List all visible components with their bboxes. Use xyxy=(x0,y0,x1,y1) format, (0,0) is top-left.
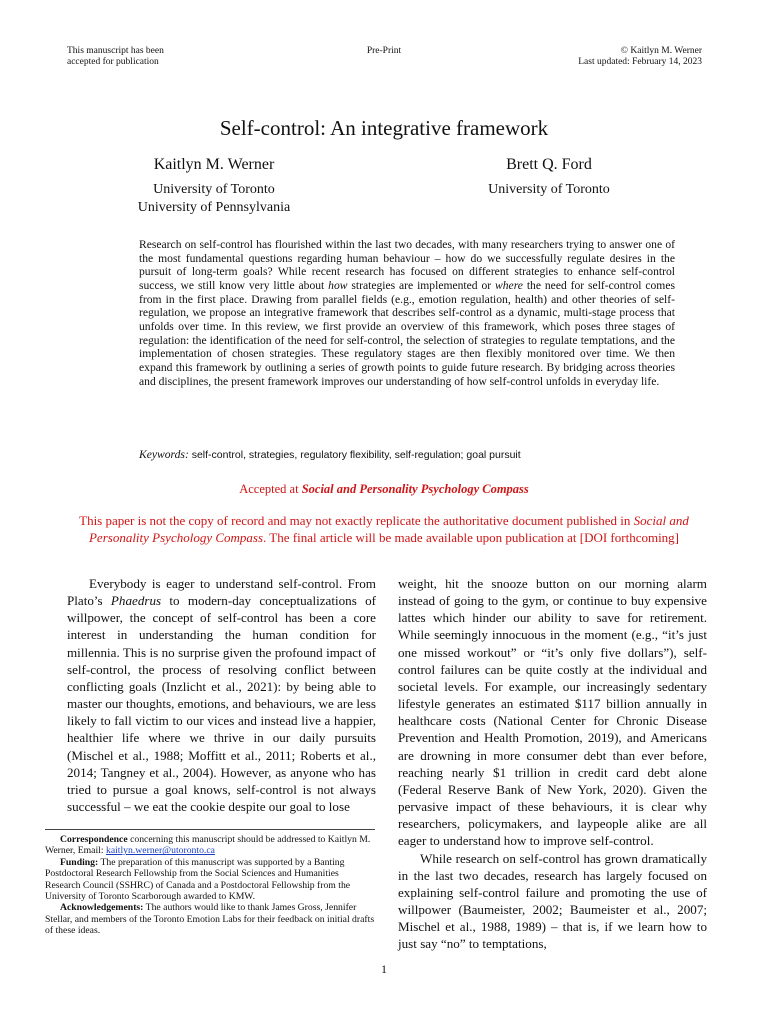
keywords xyxy=(139,448,521,461)
author-2-affiliation xyxy=(459,181,639,199)
body-paragraph: While research on self-control has grown dramatically in the last two decades, research has largely focused on explaining self-control failure and promoting the use of willpower (Baumeister, 2002; Baumeister et al., 2007; Mischel et al., 1988, 1989) – that is, if we learn how to just say “no” to temptations, xyxy=(398,850,707,952)
keywords-text: self-control, strategies, regulatory flexibility, self-regulation; goal pursuit xyxy=(191,449,521,461)
body-emphasis-phaedrus: Phaedrus xyxy=(110,593,162,609)
footnote-correspondence xyxy=(45,834,375,857)
footnote-funding xyxy=(45,857,375,903)
footnote-funding-label: Funding: xyxy=(60,856,99,868)
header-preprint: Pre-Print xyxy=(366,46,402,56)
accepted-prefix: Accepted at xyxy=(239,482,302,496)
body-column-left xyxy=(67,575,376,815)
abstract-emphasis-how: how xyxy=(328,278,348,292)
author-1-name: Kaitlyn M. Werner xyxy=(153,156,275,173)
header-right-line1: © Kaitlyn M. Werner xyxy=(620,46,702,56)
page-number: 1 xyxy=(381,962,387,976)
header-left-line2: accepted for publication xyxy=(67,57,159,67)
author-1-affiliation xyxy=(124,181,304,217)
body-text: to modern-day conceptualizations of willpower, the concept of self-control has been a core interest in understanding the human condition for millennia. This is no surprise given the profound impact of self-control, the process of resolving conflict between conflicting goals (Inzlicht et al., 2021): by being able to master our thoughts, emotions, and behaviours, we are less likely to fall victim to our vices and instead live a happier, healthier life where we thrive in our daily pursuits (Mischel et al., 1988; Moffitt et al., 2011; Roberts et al., 2014; Tangney et al., 2004). However, as anyone who has tried to pursue a goal knows, self-control is not always successful – we eat the cookie despite our goal to lose xyxy=(67,593,376,815)
footnote-ack-label: Acknowledgements: xyxy=(60,902,144,914)
author-2-name: Brett Q. Ford xyxy=(506,156,592,173)
notice-text-2: . The final article will be made available upon publication at [DOI forthcoming] xyxy=(263,530,680,545)
footnote-acknowledgements xyxy=(45,902,375,936)
author-2-aff1: University of Toronto xyxy=(488,182,610,197)
abstract-text-2: strategies are implemented or xyxy=(347,278,496,292)
email-link[interactable]: kaitlyn.werner@utoronto.ca xyxy=(105,845,215,857)
accepted-notice xyxy=(0,482,768,497)
abstract-text-3: the need for self-control comes from in the first place. Drawing from parallel fields (e.g., emotion regulation, health) and other theories of self-regulation, we propose an integrative framework that describes self-control as a dynamic, multi-stage process that unfolds over time. In this review, we first provide an overview of this framework, which poses three stages of regulation: the identification of the need for self-control, the selection of strategies to regulate temptations, and the implementation of chosen strategies. These regulatory stages are then flexibly monitored over time. We then expand this framework by outlining a series of growth points to guide future research. By bridging across theories and disciplines, the present framework improves our understanding of how self-control unfolds in everyday life. xyxy=(139,278,675,388)
abstract xyxy=(139,238,675,388)
header-copyright xyxy=(578,46,702,68)
keywords-label: Keywords: xyxy=(139,448,189,461)
footnote-correspondence-label: Correspondence xyxy=(60,834,128,845)
body-text: Everybody is eager to understand self-control. From Plato’s xyxy=(67,576,376,609)
author-1-aff2: University of Pennsylvania xyxy=(137,200,291,215)
header-left-line1: This manuscript has been xyxy=(67,46,164,56)
abstract-text-1: Research on self-control has flourished within the last two decades, with many researchers trying to answer one of the most fundamental questions regarding human behaviour – how do we successfully regulate desires in the pursuit of long-term goals? While recent research has focused on different strategies to enhance self-control success, we still know very little about xyxy=(139,238,675,292)
copy-of-record-notice xyxy=(70,512,698,546)
body-paragraph xyxy=(67,575,376,815)
abstract-emphasis-where: where xyxy=(495,278,523,292)
footnote-ack-text: The authors would like to thank James Gross, Jennifer Stellar, and members of the Toronto Emotion Labs for their feedback on initial drafts of these ideas. xyxy=(45,902,375,937)
body-column-right xyxy=(398,575,707,952)
footnote-funding-text: The preparation of this manuscript was supported by a Banting Postdoctoral Research Fellowship from the Social Sciences and Humanities Research Council (SSHRC) of Canada and a Postdoctoral Fellowship from the University of Toronto Scarborough awarded to KMW. xyxy=(45,856,351,903)
accepted-journal: Social and Personality Psychology Compass xyxy=(301,482,529,496)
notice-text-1: This paper is not the copy of record and may not exactly replicate the authoritative document published in xyxy=(79,513,634,528)
paper-title: Self-control: An integrative framework xyxy=(219,116,549,140)
header-right-line2: Last updated: February 14, 2023 xyxy=(578,57,702,67)
notice-journal: Social and Personality Psychology Compass xyxy=(88,513,689,545)
footnote-divider xyxy=(45,829,375,830)
footnotes xyxy=(45,834,375,937)
author-1-aff1: University of Toronto xyxy=(153,182,275,197)
footnote-correspondence-text: concerning this manuscript should be addressed to Kaitlyn M. Werner, Email: xyxy=(45,834,371,857)
body-paragraph: weight, hit the snooze button on our morning alarm instead of going to the gym, or continue to buy expensive lattes which hinder our ability to save for retirement. While seemingly innocuous in the moment (e.g., “it’s just one missed workout” or “it’s only five dollars”), self-control failures can be quite costly at the individual and societal levels. For example, our increasingly sedentary lifestyle generates an estimated $117 billion annually in healthcare costs (National Center for Chronic Disease Prevention and Health Promotion, 2019), and Americans are drowning in more consumer debt than ever before, reaching nearly $1 trillion in credit card debt alone (Federal Reserve Bank of New York, 2020). Given the pervasive impact of these behaviours, it is clear why researchers, policymakers, and laypeople alike are all eager to understand how to improve self-control. xyxy=(398,576,707,849)
